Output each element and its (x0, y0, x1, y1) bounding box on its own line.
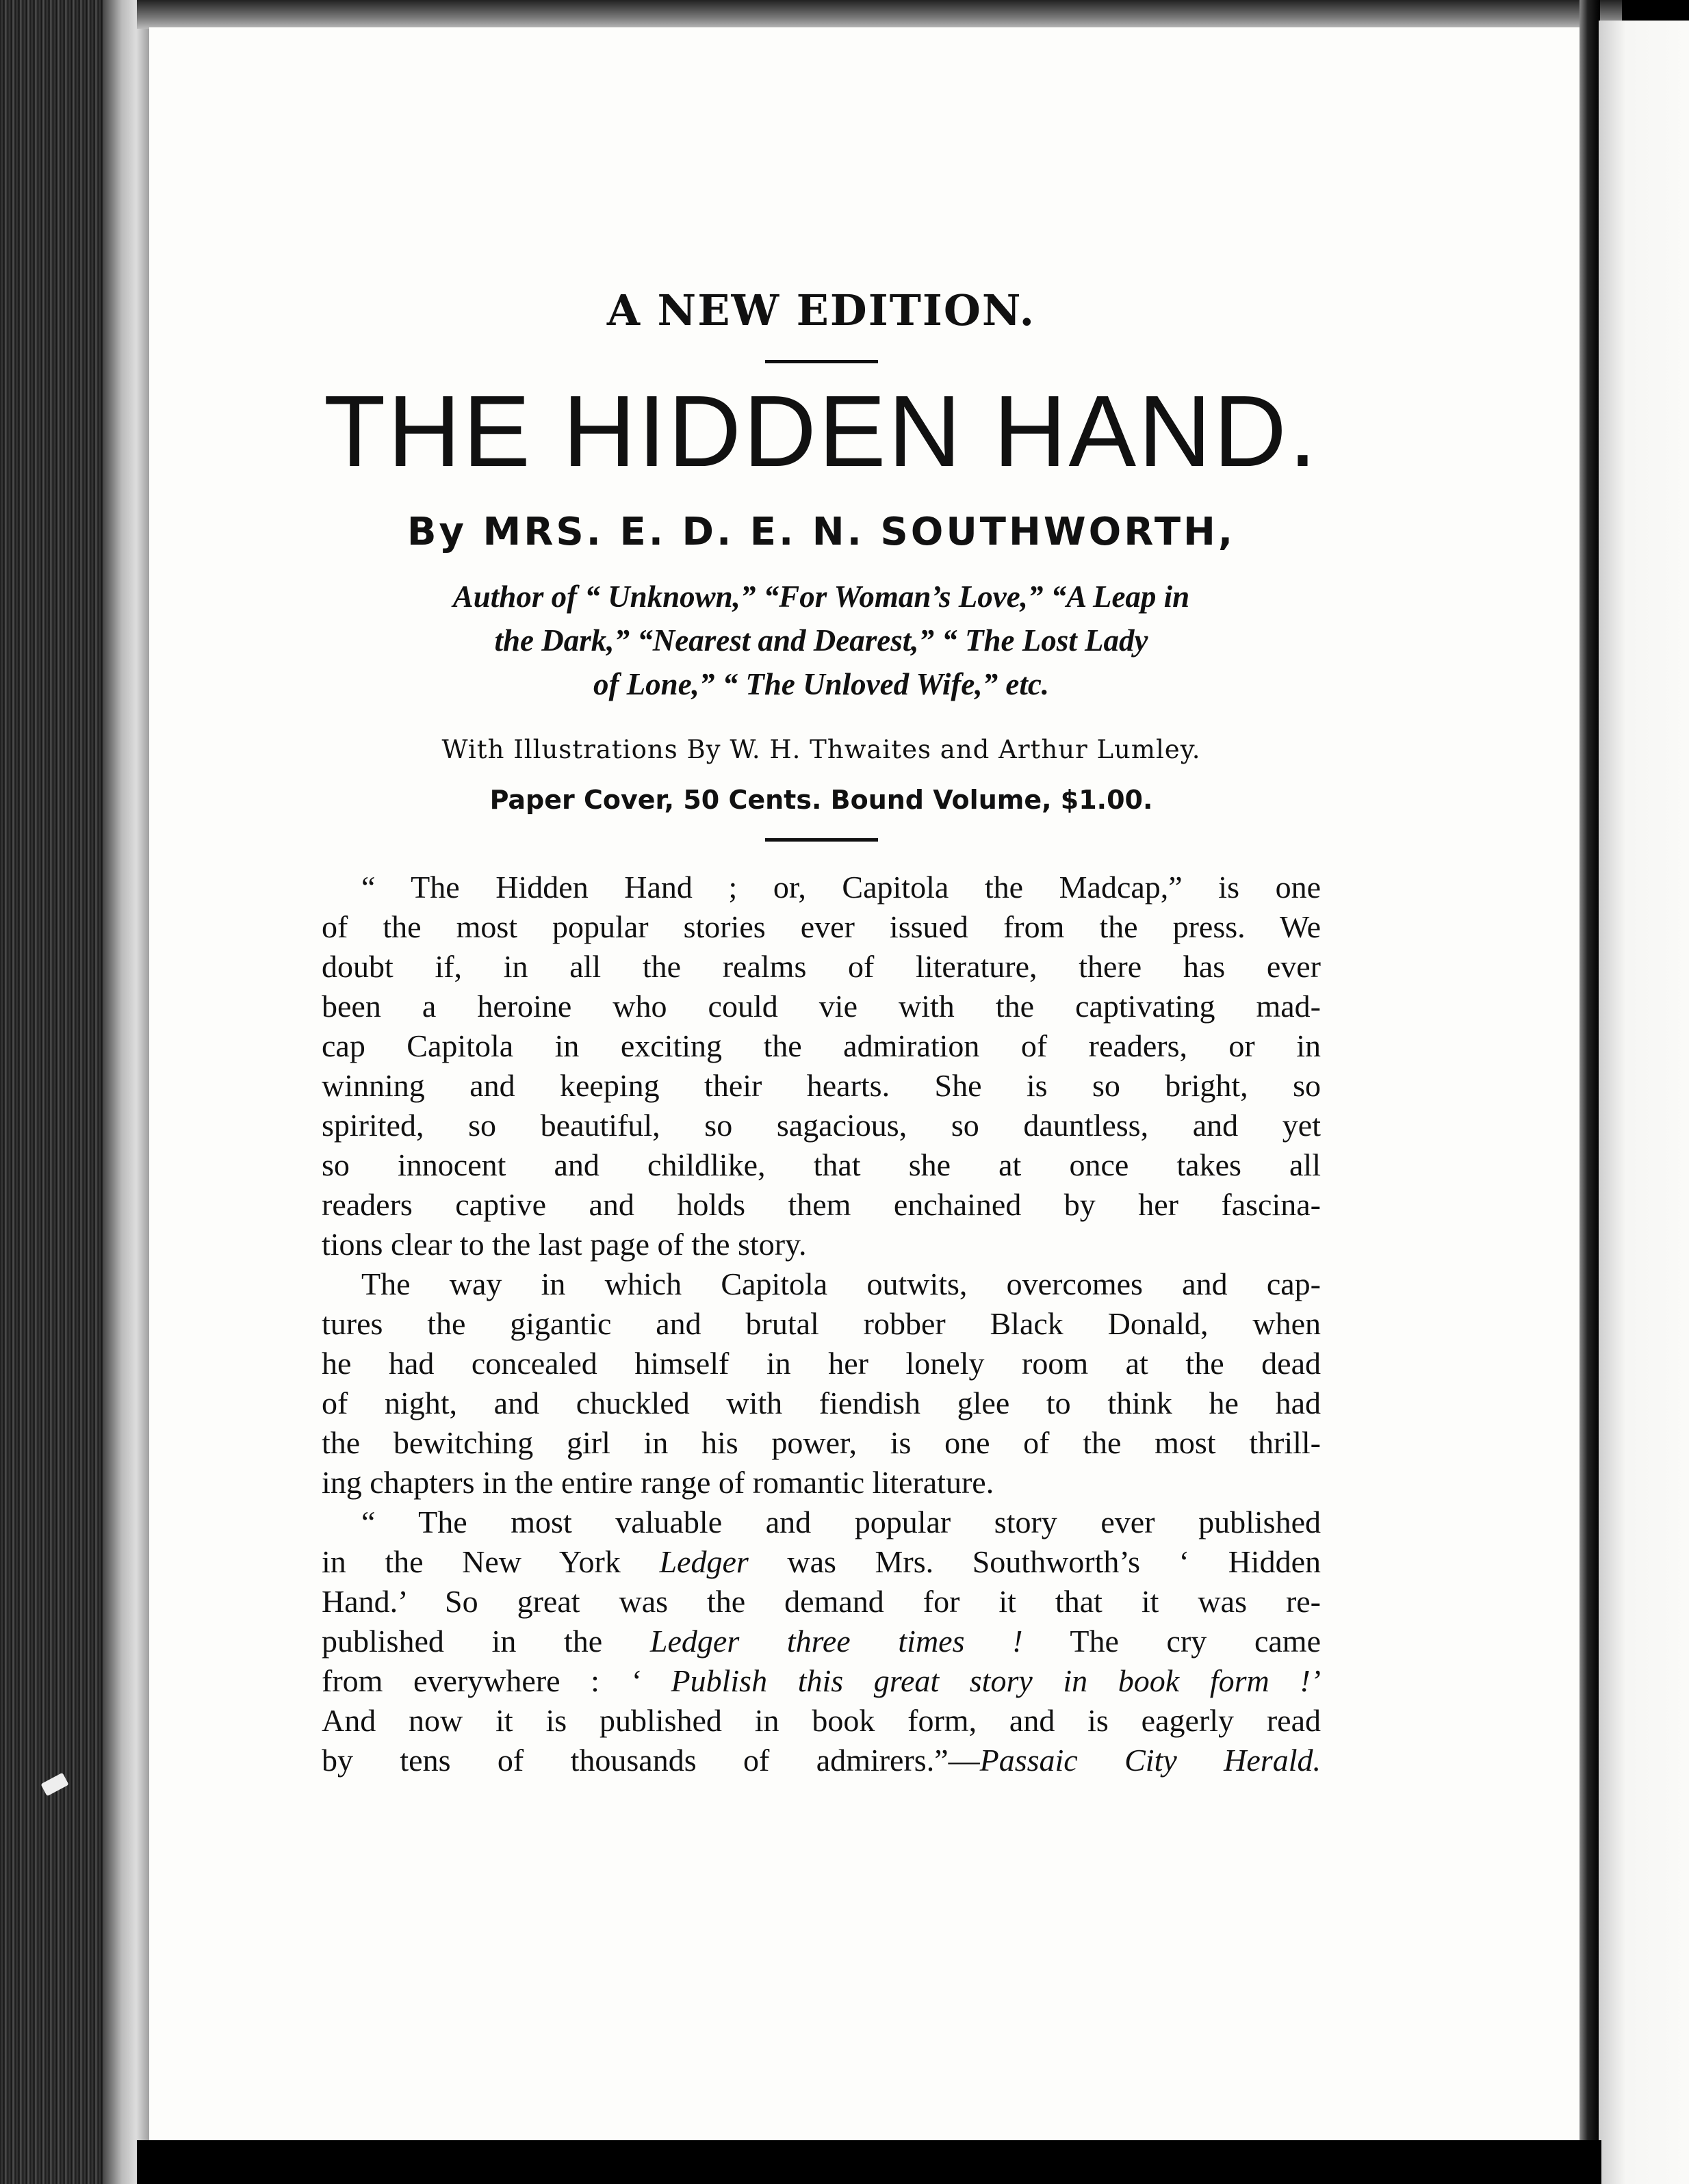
book-edge-pages (103, 0, 151, 2184)
emphasis: Ledger three times ! (649, 1624, 1023, 1659)
text-line: been a heroine who could vie with the captivating mad- (322, 989, 1321, 1024)
text-line (322, 1661, 1321, 1701)
text-run: The cry came (1022, 1624, 1321, 1659)
scan-bottom-edge (137, 2140, 1601, 2184)
text-line: doubt if, in all the realms of literature, there has ever (322, 949, 1321, 985)
illustrators-credit: With Illustrations By W. H. Thwaites and Arthur Lumley. (441, 735, 1201, 765)
other-works-line: Author of “ Unknown,” “For Woman’s Love,” “A Leap in (452, 580, 1190, 614)
text-line: The way in which Capitola outwits, overcomes and cap- (361, 1266, 1321, 1302)
text-line: ing chapters in the entire range of romantic literature. (322, 1465, 994, 1500)
book-gutter (1580, 0, 1600, 2184)
description (322, 868, 1321, 1780)
text-line: tures the gigantic and brutal robber Black Donald, when (322, 1306, 1321, 1342)
text-line: “ The Hidden Hand ; or, Capitola the Madcap,” is one (361, 870, 1321, 905)
text-run: from everywhere : (322, 1663, 630, 1699)
text-run: was Mrs. Southworth’s ‘ Hidden (748, 1544, 1321, 1580)
text-line (322, 1542, 1321, 1582)
price-line: Paper Cover, 50 Cents. Bound Volume, $1.00. (489, 785, 1153, 816)
text-line (322, 1622, 1321, 1661)
advertisement (322, 287, 1321, 1780)
text-line: And now it is published in book form, and is eagerly read (322, 1703, 1321, 1739)
paragraph (322, 1264, 1321, 1503)
text-line: the bewitching girl in his power, is one of the most thrill- (322, 1425, 1321, 1461)
other-works (322, 575, 1321, 706)
text-line: “ The most valuable and popular story ever published (361, 1505, 1321, 1540)
scan-top-edge (137, 0, 1622, 29)
text-line: he had concealed himself in her lonely room at the dead (322, 1346, 1321, 1381)
divider-rule (765, 360, 878, 363)
divider-rule (765, 838, 878, 842)
other-works-line: the Dark,” “Nearest and Dearest,” “ The Lost Lady (494, 623, 1148, 658)
source-attribution: Passaic City Herald. (979, 1743, 1321, 1778)
newspaper-name: Ledger (659, 1544, 749, 1580)
facing-page (1599, 21, 1689, 2184)
text-line: of night, and chuckled with fiendish glee to think he had (322, 1386, 1321, 1421)
text-line: of the most popular stories ever issued from the press. We (322, 909, 1321, 945)
paragraph (322, 1503, 1321, 1780)
other-works-line: of Lone,” “ The Unloved Wife,” etc. (593, 667, 1050, 702)
author-byline: By MRS. E. D. E. N. SOUTHWORTH, (407, 509, 1236, 554)
edition-heading: A NEW EDITION. (606, 285, 1036, 335)
paragraph (322, 868, 1321, 1264)
text-line: spirited, so beautiful, so sagacious, so dauntless, and yet (322, 1108, 1321, 1143)
text-run: by tens of thousands of admirers.”— (322, 1743, 980, 1778)
text-line: cap Capitola in exciting the admiration of readers, or in (322, 1028, 1321, 1064)
text-line: Hand.’ So great was the demand for it that it was re- (322, 1584, 1321, 1620)
text-line: winning and keeping their hearts. She is so bright, so (322, 1068, 1321, 1104)
book-title: THE HIDDEN HAND. (323, 375, 1319, 489)
text-line: readers captive and holds them enchained by her fascina- (322, 1187, 1321, 1223)
text-line: so innocent and childlike, that she at once takes all (322, 1147, 1321, 1183)
text-run: published in the (322, 1624, 650, 1659)
text-run: in the New York (322, 1544, 660, 1580)
quotation: ‘ Publish this great story in book form !’ (630, 1663, 1321, 1699)
text-line (322, 1741, 1321, 1780)
text-line: tions clear to the last page of the story. (322, 1227, 807, 1262)
